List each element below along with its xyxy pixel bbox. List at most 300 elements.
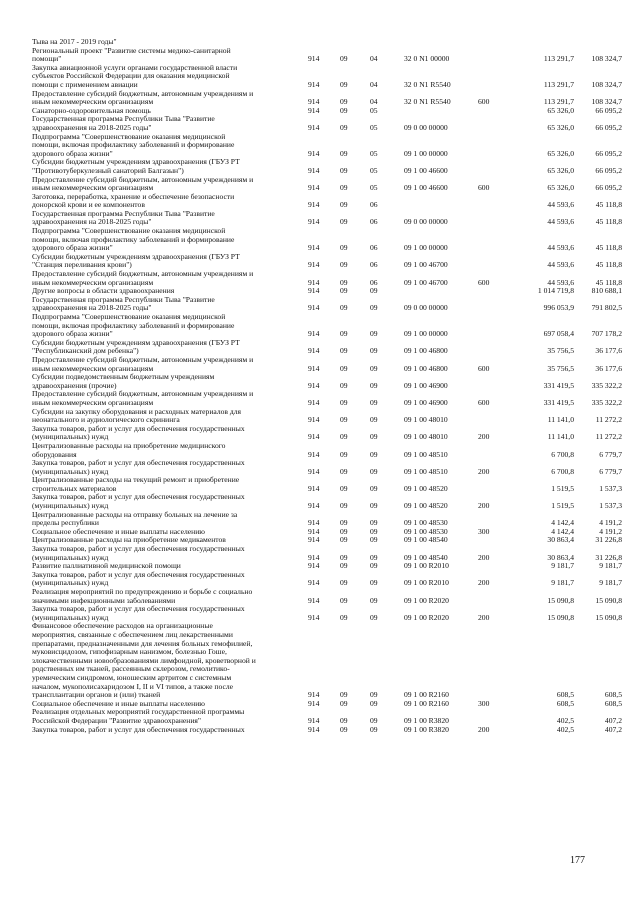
row-amount-year1: 6 700,8 [551,466,574,476]
row-amount-year1: 402,5 [556,724,574,734]
row-section-code: 09 [340,380,348,390]
row-section-code: 09 [340,578,348,588]
row-subsection-code: 09 [370,690,378,700]
row-target-article: 09 1 00 R2010 [404,561,449,571]
row-section-code: 09 [340,690,348,700]
table-row [32,227,622,253]
row-subsection-code: 09 [370,561,378,571]
row-amount-year1: 113 291,7 [543,79,574,89]
row-expense-type: 600 [478,277,490,287]
row-name: Централизованные расходы на отправку больных на лечение за пределы республики [32,509,238,528]
row-amount-year1: 65 326,0 [547,183,574,193]
row-amount-year1: 44 593,6 [547,277,574,287]
row-amount-year2: 707 178,2 [591,329,622,339]
row-expense-type: 300 [478,698,490,708]
row-target-article: 09 1 00 48540 [404,552,448,562]
row-amount-year1: 697 058,4 [543,329,574,339]
row-amount-year2: 4 191,2 [599,518,622,528]
row-name: Финансовое обеспечение расходов на организационные мероприятия, связанные с обеспечением лиц лекарственными препаратами, предназначенными для лечения больных гемофилией, муковисцидозом, гипофизарным нанизмом, болезнью Гоше, злокачественными новообразованиями лимфоидной, кроветворной и родственных им тканей, рассеянным склерозом, гемолитико- уремическим синдромом, юношеским артритом с системным началом, мукополисахаридозом I, II и VI типов, а также после трансплантации органов и (или) тканей [32,621,256,700]
row-section-code: 09 [340,79,348,89]
row-expense-type: 600 [478,97,490,107]
row-amount-year2: 11 272,2 [595,415,622,425]
row-ministry-code: 914 [308,690,320,700]
row-ministry-code: 914 [308,165,320,175]
row-subsection-code: 06 [370,260,378,270]
row-target-article: 09 1 00 48520 [404,483,448,493]
row-section-code: 09 [340,595,348,605]
row-section-code: 09 [340,561,348,571]
row-target-article: 09 1 00 48510 [404,449,448,459]
row-amount-year2: 335 322,2 [591,397,622,407]
row-expense-type: 600 [478,363,490,373]
row-name: Заготовка, переработка, хранение и обеспечение безопасности донорской крови и ее компонентов [32,191,235,210]
table-row [32,605,622,622]
row-subsection-code: 09 [370,715,378,725]
row-ministry-code: 914 [308,200,320,210]
row-section-code: 09 [340,148,348,158]
row-section-code: 09 [340,54,348,64]
table-row [32,408,622,425]
row-amount-year1: 9 181,7 [551,578,574,588]
row-subsection-code: 09 [370,466,378,476]
row-amount-year1: 44 593,6 [547,217,574,227]
row-ministry-code: 914 [308,595,320,605]
row-section-code: 09 [340,346,348,356]
row-target-article: 09 1 00 46700 [404,277,448,287]
row-amount-year1: 35 756,5 [547,346,574,356]
table-row [32,373,622,390]
row-target-article: 09 1 00 46600 [404,183,448,193]
row-name: Региональный проект "Развитие системы медико-санитарной помощи" [32,45,231,64]
row-section-code: 09 [340,432,348,442]
row-amount-year2: 1 537,3 [599,483,622,493]
row-section-code: 09 [340,501,348,511]
row-amount-year1: 11 141,0 [547,415,574,425]
row-amount-year1: 996 053,9 [543,303,574,313]
row-target-article: 09 0 00 00000 [404,303,448,313]
row-name: Предоставление субсидий бюджетным, автономным учреждениям и иным некоммерческим организациям [32,389,254,407]
row-amount-year2: 15 090,8 [595,612,622,622]
row-amount-year1: 44 593,6 [547,260,574,270]
row-amount-year2: 15 090,8 [595,595,622,605]
page-number: 177 [570,855,585,866]
row-ministry-code: 914 [308,526,320,536]
row-amount-year2: 66 095,2 [595,183,622,193]
row-name: Подпрограмма "Совершенствование оказания медицинской помощи, включая профилактику заболеваний и формирование здорового образа жизни" [32,131,235,158]
row-target-article: 09 1 00 46800 [404,363,448,373]
row-name: Закупка товаров, работ и услуг для обеспечения государственных (муниципальных) нужд [32,423,245,442]
row-subsection-code: 05 [370,183,378,193]
row-amount-year1: 11 141,0 [547,432,574,442]
row-name: Закупка авиационной услуги органами государственной власти субъектов Российской Федерации для оказания медицинской помощи с применением авиации [32,62,238,89]
row-subsection-code: 09 [370,432,378,442]
row-name: Подпрограмма "Совершенствование оказания медицинской помощи, включая профилактику заболеваний и формирование здорового образа жизни" [32,312,235,339]
row-amount-year2: 791 802,5 [591,303,622,313]
row-section-code: 09 [340,243,348,253]
table-row [32,545,622,562]
row-section-code: 09 [340,535,348,545]
row-target-article: 09 1 00 R3820 [404,715,449,725]
row-section-code: 09 [340,449,348,459]
row-amount-year2: 45 118,8 [595,260,622,270]
row-name: Централизованные расходы на приобретение медицинского оборудования [32,440,226,459]
row-amount-year2: 6 779,7 [599,449,622,459]
row-ministry-code: 914 [308,397,320,407]
row-target-article: 09 1 00 00000 [404,148,448,158]
row-target-article: 09 1 00 48530 [404,526,448,536]
row-ministry-code: 914 [308,578,320,588]
row-amount-year1: 113 291,7 [543,54,574,64]
row-section-code: 09 [340,329,348,339]
row-target-article: 09 1 00 R2020 [404,595,449,605]
row-target-article: 09 1 00 R2160 [404,698,449,708]
row-subsection-code: 09 [370,578,378,588]
row-subsection-code: 09 [370,612,378,622]
row-section-code: 09 [340,698,348,708]
row-amount-year2: 45 118,8 [595,243,622,253]
row-subsection-code: 09 [370,380,378,390]
row-ministry-code: 914 [308,698,320,708]
row-ministry-code: 914 [308,724,320,734]
table-row [32,193,622,210]
row-expense-type: 200 [478,552,490,562]
row-name: Предоставление субсидий бюджетным, автономным учреждениям и иным некоммерческим организациям [32,174,254,193]
row-name: Закупка товаров, работ и услуг для обеспечения государственных (муниципальных) нужд [32,604,245,622]
row-name: Закупка товаров, работ и услуг для обеспечения государственных (муниципальных) нужд [32,458,245,476]
row-subsection-code: 09 [370,535,378,545]
row-expense-type: 200 [478,432,490,442]
row-subsection-code: 04 [370,97,378,107]
row-amount-year2: 36 177,6 [595,346,622,356]
row-section-code: 09 [340,724,348,734]
row-ministry-code: 914 [308,122,320,132]
row-section-code: 09 [340,200,348,210]
row-amount-year1: 44 593,6 [547,243,574,253]
row-name: Государственная программа Республики Тыва "Развитие здравоохранения на 2018-2025 годы" [32,208,215,227]
row-expense-type: 200 [478,724,490,734]
row-section-code: 09 [340,466,348,476]
row-ministry-code: 914 [308,501,320,511]
row-section-code: 09 [340,105,348,115]
row-amount-year2: 45 118,8 [595,277,622,287]
row-amount-year1: 402,5 [556,715,574,725]
row-ministry-code: 914 [308,217,320,227]
row-name: Субсидии бюджетным учреждениям здравоохранения (ГБУЗ РТ "Станция переливания крови") [32,251,240,270]
row-amount-year1: 1 014 719,8 [537,286,574,296]
row-section-code: 09 [340,415,348,425]
table-row [32,588,622,605]
row-name: Социальное обеспечение и иные выплаты населению [32,526,205,536]
row-name: Реализация мероприятий по предупреждению и борьбе с социально значимыми инфекционными заболеваниями [32,587,253,605]
row-target-article: 09 1 00 46900 [404,397,448,407]
row-amount-year2: 810 688,1 [591,286,622,296]
row-amount-year2: 31 226,8 [595,535,622,545]
row-section-code: 09 [340,483,348,493]
table-row [32,47,622,64]
row-section-code: 09 [340,715,348,725]
row-ministry-code: 914 [308,260,320,270]
row-name: Субсидии бюджетным учреждениям здравоохранения (ГБУЗ РТ "Республиканский дом ребенка") [32,337,240,356]
table-row [32,210,622,227]
row-section-code: 09 [340,552,348,562]
row-name: Закупка товаров, работ и услуг для обеспечения государственных [32,724,245,734]
table-row [32,493,622,510]
row-subsection-code: 09 [370,397,378,407]
row-ministry-code: 914 [308,483,320,493]
row-subsection-code: 09 [370,449,378,459]
row-name: Субсидии бюджетным учреждениям здравоохранения (ГБУЗ РТ "Противотуберкулезный санаторий Балгазын") [32,157,240,175]
row-target-article: 09 0 00 00000 [404,217,448,227]
row-amount-year1: 15 090,8 [547,595,574,605]
row-subsection-code: 06 [370,277,378,287]
row-ministry-code: 914 [308,552,320,562]
row-amount-year2: 11 272,2 [595,432,622,442]
row-ministry-code: 914 [308,612,320,622]
row-amount-year1: 65 326,0 [547,122,574,132]
row-subsection-code: 09 [370,346,378,356]
row-subsection-code: 09 [370,698,378,708]
row-amount-year1: 6 700,8 [551,449,574,459]
row-expense-type: 200 [478,466,490,476]
row-name: Реализация отдельных мероприятий государственной программы Российской Федерации "Развитие здравоохранения" [32,707,245,725]
row-amount-year2: 9 181,7 [599,561,622,571]
row-ministry-code: 914 [308,518,320,528]
table-row [32,511,622,528]
row-ministry-code: 914 [308,303,320,313]
row-target-article: 32 0 N1 00000 [404,54,450,64]
row-section-code: 09 [340,122,348,132]
row-section-code: 09 [340,526,348,536]
row-amount-year2: 66 095,2 [595,148,622,158]
row-amount-year2: 335 322,2 [591,380,622,390]
row-name: Централизованные расходы на приобретение медикаментов [32,535,226,545]
row-name: Субсидии подведомственным бюджетным учреждениям здравоохранения (прочие) [32,372,215,390]
row-amount-year2: 45 118,8 [595,200,622,210]
table-row [32,442,622,459]
row-amount-year2: 66 095,2 [595,165,622,175]
row-ministry-code: 914 [308,561,320,571]
row-target-article: 09 1 00 48530 [404,518,448,528]
row-target-article: 32 0 N1 R5540 [404,97,451,107]
row-amount-year2: 45 118,8 [595,217,622,227]
table-row [32,253,622,270]
row-section-code: 09 [340,277,348,287]
row-amount-year2: 9 181,7 [599,578,622,588]
table-row [32,64,622,90]
row-subsection-code: 09 [370,526,378,536]
row-target-article: 09 1 00 48540 [404,535,448,545]
row-target-article: 09 1 00 R3820 [404,724,449,734]
row-subsection-code: 06 [370,243,378,253]
row-ministry-code: 914 [308,97,320,107]
row-target-article: 09 1 00 48510 [404,466,448,476]
row-name: Подпрограмма "Совершенствование оказания медицинской помощи, включая профилактику заболеваний и формирование здорового образа жизни" [32,226,235,253]
row-target-article: 09 1 00 46900 [404,380,448,390]
row-expense-type: 200 [478,578,490,588]
row-amount-year1: 1 519,5 [551,501,574,511]
row-amount-year1: 30 863,4 [547,535,574,545]
row-subsection-code: 09 [370,518,378,528]
row-amount-year2: 407,2 [604,715,622,725]
row-name: Развитие паллиативной медицинской помощи [32,561,181,571]
row-amount-year2: 36 177,6 [595,363,622,373]
row-ministry-code: 914 [308,535,320,545]
table-row [32,158,622,175]
row-expense-type: 600 [478,183,490,193]
row-subsection-code: 09 [370,724,378,734]
table-row [32,708,622,725]
row-target-article: 09 1 00 46600 [404,165,448,175]
row-name: Другие вопросы в области здравоохранения [32,286,175,296]
row-name: Закупка товаров, работ и услуг для обеспечения государственных (муниципальных) нужд [32,569,245,588]
row-section-code: 09 [340,183,348,193]
row-subsection-code: 09 [370,329,378,339]
row-amount-year2: 108 324,7 [591,54,622,64]
row-target-article: 32 0 N1 R5540 [404,79,451,89]
row-subsection-code: 05 [370,148,378,158]
row-target-article: 09 1 00 R2010 [404,578,449,588]
row-amount-year1: 1 519,5 [551,483,574,493]
row-target-article: 09 1 00 48010 [404,432,448,442]
row-amount-year2: 608,5 [604,698,622,708]
row-section-code: 09 [340,397,348,407]
row-target-article: 09 1 00 48520 [404,501,448,511]
row-amount-year2: 608,5 [604,690,622,700]
row-subsection-code: 09 [370,595,378,605]
row-amount-year2: 1 537,3 [599,501,622,511]
row-expense-type: 200 [478,501,490,511]
row-ministry-code: 914 [308,54,320,64]
row-section-code: 09 [340,612,348,622]
row-section-code: 09 [340,518,348,528]
row-target-article: 09 1 00 46800 [404,346,448,356]
row-subsection-code: 05 [370,122,378,132]
budget-table [32,38,622,734]
row-target-article: 09 1 00 46700 [404,260,448,270]
row-subsection-code: 09 [370,415,378,425]
row-amount-year2: 31 226,8 [595,552,622,562]
row-ministry-code: 914 [308,329,320,339]
row-name: Закупка товаров, работ и услуг для обеспечения государственных (муниципальных) нужд [32,492,245,511]
row-target-article: 09 1 00 48010 [404,415,448,425]
row-subsection-code: 09 [370,483,378,493]
table-row [32,390,622,407]
row-expense-type: 200 [478,612,490,622]
row-expense-type: 300 [478,526,490,536]
row-ministry-code: 914 [308,380,320,390]
table-row [32,339,622,356]
row-amount-year1: 15 090,8 [547,612,574,622]
row-target-article: 09 1 00 00000 [404,329,448,339]
row-name: Тыва на 2017 - 2019 годы" [32,37,117,46]
row-amount-year2: 108 324,7 [591,97,622,107]
row-amount-year2: 66 095,2 [595,122,622,132]
row-subsection-code: 09 [370,501,378,511]
row-section-code: 09 [340,97,348,107]
row-amount-year1: 608,5 [556,690,574,700]
row-subsection-code: 06 [370,200,378,210]
row-section-code: 09 [340,303,348,313]
row-target-article: 09 1 00 R2020 [404,612,449,622]
row-amount-year2: 407,2 [604,724,622,734]
row-amount-year1: 44 593,6 [547,200,574,210]
table-row [32,425,622,442]
row-ministry-code: 914 [308,449,320,459]
row-name: Предоставление субсидий бюджетным, автономным учреждениям и иным некоммерческим организациям [32,269,254,287]
table-row [32,459,622,476]
row-ministry-code: 914 [308,346,320,356]
table-row [32,476,622,493]
row-amount-year1: 608,5 [556,698,574,708]
table-row [32,133,622,159]
row-amount-year1: 30 863,4 [547,552,574,562]
row-amount-year2: 6 779,7 [599,466,622,476]
row-ministry-code: 914 [308,415,320,425]
row-name: Государственная программа Республики Тыва "Развитие здравоохранения на 2018-2025 годы" [32,114,215,132]
row-amount-year1: 331 419,5 [543,380,574,390]
row-subsection-code: 09 [370,286,378,296]
row-section-code: 09 [340,217,348,227]
row-subsection-code: 04 [370,54,378,64]
row-name: Закупка товаров, работ и услуг для обеспечения государственных (муниципальных) нужд [32,544,245,562]
table-row [32,90,622,107]
row-subsection-code: 05 [370,105,378,115]
row-amount-year1: 65 326,0 [547,165,574,175]
row-name: Предоставление субсидий бюджетным, автономным учреждениям и иным некоммерческим организациям [32,88,254,107]
row-ministry-code: 914 [308,286,320,296]
table-row [32,726,622,735]
table-row [32,571,622,588]
row-subsection-code: 09 [370,363,378,373]
row-amount-year1: 113 291,7 [543,97,574,107]
table-row [32,622,622,699]
row-ministry-code: 914 [308,277,320,287]
row-target-article: 09 1 00 R2160 [404,690,449,700]
row-ministry-code: 914 [308,148,320,158]
row-subsection-code: 09 [370,552,378,562]
table-row [32,270,622,287]
row-ministry-code: 914 [308,243,320,253]
row-amount-year1: 9 181,7 [551,561,574,571]
row-ministry-code: 914 [308,466,320,476]
row-expense-type: 600 [478,397,490,407]
row-ministry-code: 914 [308,105,320,115]
row-ministry-code: 914 [308,183,320,193]
row-amount-year1: 65 326,0 [547,148,574,158]
row-ministry-code: 914 [308,715,320,725]
row-name: Субсидии на закупку оборудования и расходных материалов для неонатального и аудиологического скрининга [32,406,242,425]
row-section-code: 09 [340,286,348,296]
row-subsection-code: 09 [370,303,378,313]
row-amount-year2: 66 095,2 [595,105,622,115]
table-row [32,115,622,132]
row-ministry-code: 914 [308,363,320,373]
row-amount-year1: 4 142,4 [551,526,574,536]
row-ministry-code: 914 [308,432,320,442]
row-amount-year1: 331 419,5 [543,397,574,407]
row-subsection-code: 05 [370,165,378,175]
table-row [32,356,622,373]
row-amount-year2: 4 191,2 [599,526,622,536]
row-amount-year1: 35 756,5 [547,363,574,373]
row-name: Предоставление субсидий бюджетным, автономным учреждениям и иным некоммерческим организациям [32,354,254,373]
table-row [32,176,622,193]
row-target-article: 09 1 00 00000 [404,243,448,253]
row-subsection-code: 06 [370,217,378,227]
row-section-code: 09 [340,165,348,175]
row-section-code: 09 [340,363,348,373]
row-name: Санаторно-оздоровительная помощь [32,105,151,115]
